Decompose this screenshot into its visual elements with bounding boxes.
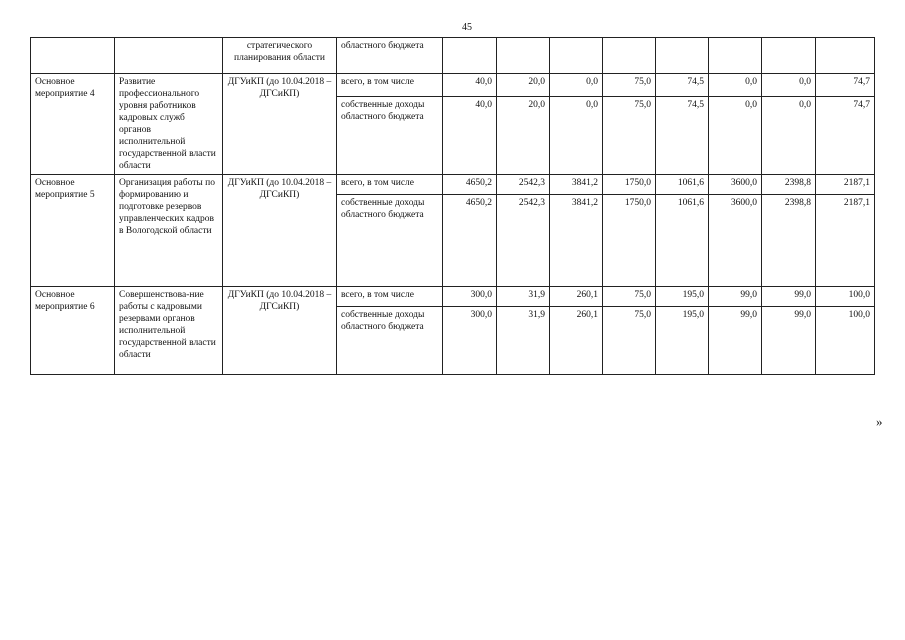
amount-cell: 3841,2: [550, 195, 603, 287]
amount-cell: 2398,8: [762, 175, 816, 195]
amount-cell: 74,5: [656, 96, 709, 174]
table-row: [31, 175, 875, 195]
activity-responsible: ДГУиКП (до 10.04.2018 – ДГСиКП): [223, 175, 337, 287]
amount-cell: 99,0: [709, 287, 762, 307]
cell-empty: [709, 38, 762, 74]
amount-cell: 40,0: [443, 96, 497, 174]
amount-cell: 0,0: [709, 74, 762, 97]
cell-empty: [550, 38, 603, 74]
funding-source: собственные доходы областного бюджета: [337, 195, 443, 287]
table-row: [31, 287, 875, 307]
amount-cell: 31,9: [497, 287, 550, 307]
amount-cell: 0,0: [762, 96, 816, 174]
amount-cell: 260,1: [550, 287, 603, 307]
amount-cell: 4650,2: [443, 175, 497, 195]
cell-empty: [115, 38, 223, 74]
amount-cell: 2187,1: [816, 175, 875, 195]
funding-source: всего, в том числе: [337, 175, 443, 195]
amount-cell: 100,0: [816, 287, 875, 307]
closing-quote: »: [876, 414, 883, 429]
cell-empty: [603, 38, 656, 74]
cell-empty: [762, 38, 816, 74]
amount-cell: 1061,6: [656, 195, 709, 287]
amount-cell: 1061,6: [656, 175, 709, 195]
amount-cell: 1750,0: [603, 195, 656, 287]
amount-cell: 0,0: [709, 96, 762, 174]
funding-source: всего, в том числе: [337, 74, 443, 97]
activity-name: Основное мероприятие 4: [31, 74, 115, 175]
header-continuation-row: [31, 38, 875, 74]
amount-cell: 74,7: [816, 74, 875, 97]
amount-cell: 100,0: [816, 307, 875, 375]
amount-cell: 260,1: [550, 307, 603, 375]
amount-cell: 1750,0: [603, 175, 656, 195]
amount-cell: 3841,2: [550, 175, 603, 195]
cell-source: областного бюджета: [337, 38, 443, 74]
amount-cell: 2542,3: [497, 175, 550, 195]
amount-cell: 300,0: [443, 307, 497, 375]
amount-cell: 3600,0: [709, 175, 762, 195]
amount-cell: 75,0: [603, 74, 656, 97]
cell-empty: [443, 38, 497, 74]
amount-cell: 2187,1: [816, 195, 875, 287]
activity-responsible: ДГУиКП (до 10.04.2018 – ДГСиКП): [223, 74, 337, 175]
amount-cell: 74,5: [656, 74, 709, 97]
amount-cell: 99,0: [762, 287, 816, 307]
cell-responsible: стратегического планирования области: [223, 38, 337, 74]
cell-empty: [816, 38, 875, 74]
activity-name: Основное мероприятие 5: [31, 175, 115, 287]
amount-cell: 0,0: [550, 96, 603, 174]
amount-cell: 99,0: [762, 307, 816, 375]
table-row: [31, 74, 875, 97]
amount-cell: 0,0: [550, 74, 603, 97]
amount-cell: 20,0: [497, 96, 550, 174]
funding-source: собственные доходы областного бюджета: [337, 307, 443, 375]
cell-empty: [656, 38, 709, 74]
table-body: [31, 38, 875, 375]
amount-cell: 2398,8: [762, 195, 816, 287]
amount-cell: 99,0: [709, 307, 762, 375]
budget-table: [30, 37, 875, 375]
activity-description: Организация работы по формированию и подготовке резервов управленческих кадров в Вологодской области: [115, 175, 223, 287]
cell-empty: [497, 38, 550, 74]
amount-cell: 31,9: [497, 307, 550, 375]
amount-cell: 2542,3: [497, 195, 550, 287]
funding-source: всего, в том числе: [337, 287, 443, 307]
activity-description: Совершенствова-ние работы с кадровыми резервами органов исполнительной государственной власти области: [115, 287, 223, 375]
amount-cell: 0,0: [762, 74, 816, 97]
amount-cell: 300,0: [443, 287, 497, 307]
activity-description: Развитие профессионального уровня работников кадровых служб органов исполнительной государственной власти области: [115, 74, 223, 175]
amount-cell: 195,0: [656, 287, 709, 307]
amount-cell: 74,7: [816, 96, 875, 174]
amount-cell: 75,0: [603, 287, 656, 307]
amount-cell: 40,0: [443, 74, 497, 97]
amount-cell: 75,0: [603, 307, 656, 375]
amount-cell: 195,0: [656, 307, 709, 375]
page-number: 45: [462, 22, 472, 33]
activity-responsible: ДГУиКП (до 10.04.2018 – ДГСиКП): [223, 287, 337, 375]
cell-empty: [31, 38, 115, 74]
funding-source: собственные доходы областного бюджета: [337, 96, 443, 174]
amount-cell: 20,0: [497, 74, 550, 97]
activity-name: Основное мероприятие 6: [31, 287, 115, 375]
amount-cell: 4650,2: [443, 195, 497, 287]
amount-cell: 3600,0: [709, 195, 762, 287]
amount-cell: 75,0: [603, 96, 656, 174]
